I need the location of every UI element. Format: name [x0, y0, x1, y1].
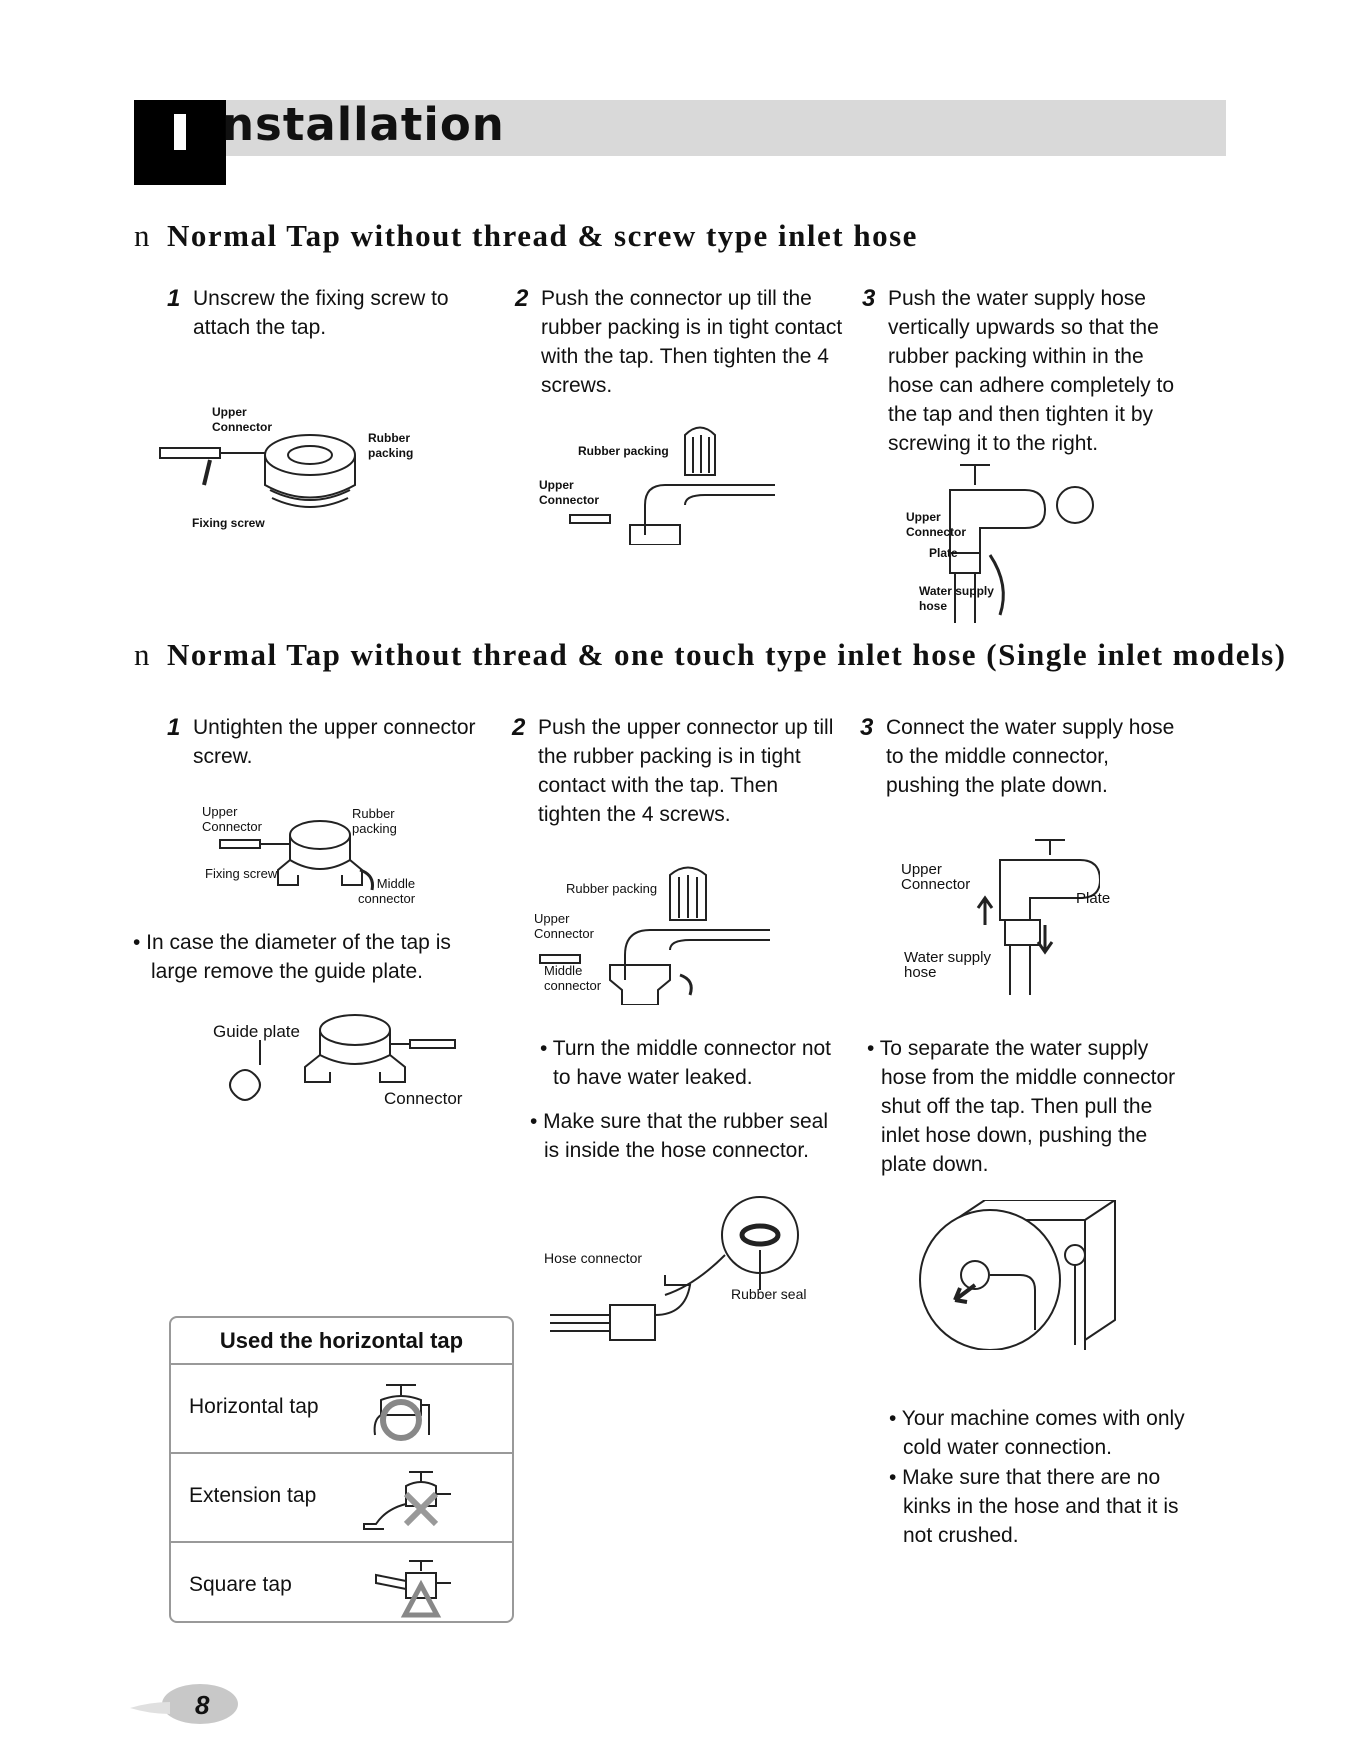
section1-step-3: 3 Push the water supply hose vertically upwards so that the rubber packing within in the hose can adhere completely to the tap and then tighten it by screwing it to the right.: [862, 285, 1175, 455]
washer-hose-diagram: [915, 1200, 1125, 1350]
note-middle-connector: • Turn the middle connector not to have water leaked.: [540, 1037, 832, 1089]
label-rubber-packing: Rubber packing: [368, 431, 414, 460]
extension-tap-x-icon: [361, 1464, 451, 1534]
tap-row-label: Extension tap: [189, 1484, 317, 1507]
tap-type-table: [169, 1316, 514, 1623]
tap-row-label: Horizontal tap: [189, 1395, 319, 1418]
label-upper-connector-5: Upper Connector: [534, 911, 594, 941]
tap-row-horizontal: [171, 1365, 512, 1454]
tap-row-square: [171, 1543, 512, 1630]
label-middle-connector-2: Middle connector: [544, 963, 602, 993]
tap-row-extension: [171, 1454, 512, 1543]
label-upper-connector-6: Upper Connector: [901, 861, 971, 893]
label-rubber-packing-3: Rubber packing: [352, 806, 397, 836]
label-plate-2: Plate: [1076, 890, 1111, 907]
label-fixing-screw-2: Fixing screw: [205, 866, 278, 881]
note-rubber-seal: • Make sure that the rubber seal is inside the hose connector.: [530, 1110, 829, 1162]
section2-step-1: 1 Untighten the upper connector screw.: [167, 714, 476, 768]
page-title: nstallation: [222, 98, 505, 151]
label-water-supply-hose-2: Water supply hose: [904, 949, 991, 981]
label-rubber-packing-2: Rubber packing: [578, 444, 669, 458]
page-number: 8: [195, 1690, 210, 1720]
note-cold-water: • Your machine comes with only cold water connection.: [889, 1407, 1185, 1459]
label-fixing-screw: Fixing screw: [192, 516, 265, 530]
section1-step-1: 1 Unscrew the fixing screw to attach the tap.: [167, 285, 449, 339]
section1-title: n Normal Tap without thread & screw type inlet hose: [134, 218, 918, 253]
section2-step-3: 3 Connect the water supply hose to the middle connector, pushing the plate down.: [860, 714, 1175, 797]
label-upper-connector-2: Upper Connector: [539, 478, 599, 507]
hose-connector-diagram: [550, 1195, 820, 1345]
label-connector: Connector: [384, 1089, 463, 1108]
section1-step-2: 2 Push the connector up till the rubber packing is in tight contact with the tap. Then tighten the 4 screws.: [515, 285, 843, 397]
tap-table-title: Used the horizontal tap: [171, 1318, 512, 1365]
label-hose-connector: Hose connector: [544, 1250, 643, 1266]
label-rubber-seal: Rubber seal: [731, 1286, 807, 1302]
tap-row-label: Square tap: [189, 1573, 292, 1596]
label-rubber-packing-4: Rubber packing: [566, 881, 658, 896]
note-kinks: • Make sure that there are no kinks in the hose and that it is not crushed.: [889, 1466, 1179, 1547]
label-upper-connector: Upper Connector: [212, 405, 272, 434]
label-water-supply-hose: Water supply hose: [919, 584, 994, 613]
section2-title: n Normal Tap without thread & one touch type inlet hose (Single inlet models): [134, 637, 1287, 672]
note-separate-hose: • To separate the water supply hose from the middle connector shut off the tap. Then pull the inlet hose down, pushing the plate down.: [867, 1037, 1176, 1176]
note-guide-plate: • In case the diameter of the tap is large remove the guide plate.: [133, 931, 451, 983]
label-middle-connector: Middle connector: [358, 876, 416, 906]
label-guide-plate: Guide plate: [213, 1022, 300, 1041]
section2-step-2: 2 Push the upper connector up till the rubber packing is in tight contact with the tap. Then tighten the 4 screws.: [512, 714, 834, 826]
square-tap-triangle-icon: [361, 1553, 451, 1623]
label-plate: Plate: [929, 546, 958, 560]
label-upper-connector-3: Upper Connector: [906, 510, 966, 539]
page-number-badge: [130, 1678, 238, 1730]
label-upper-connector-4: Upper Connector: [202, 804, 262, 834]
header-initial-block: [134, 100, 226, 185]
horizontal-tap-ok-icon: [361, 1375, 441, 1445]
